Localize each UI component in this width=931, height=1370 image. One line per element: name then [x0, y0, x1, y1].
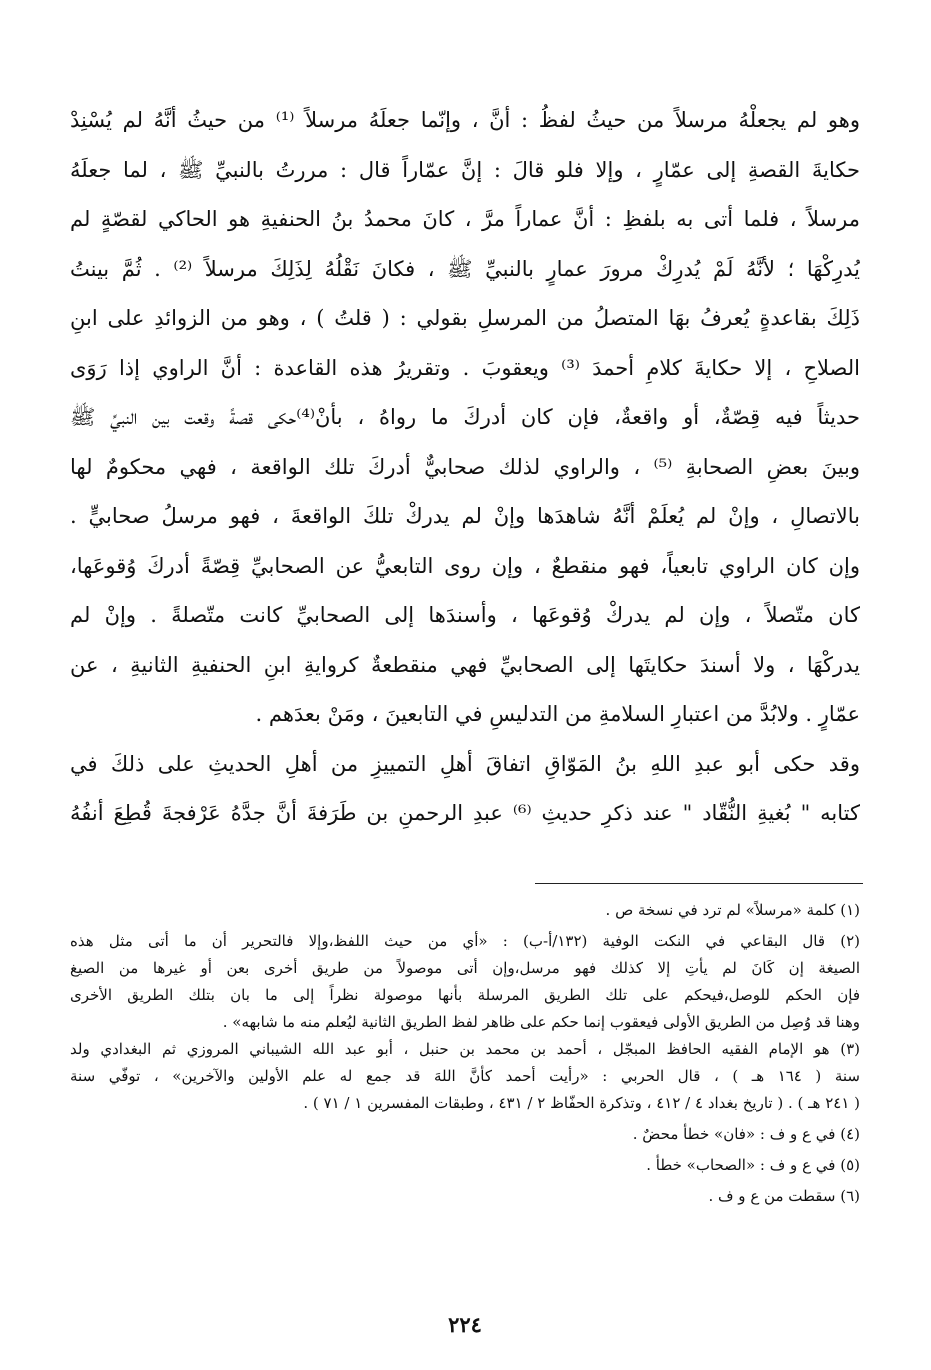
- text-line: حديثاً فيه قِصّةٌ، أو واقعةٌ، فإن كان أدركَ ما رواهُ ، بأنْ⁽⁴⁾حكى قصةً وقعت بين النبيِّ ﷺ: [70, 405, 860, 429]
- main-text: [70, 96, 860, 839]
- text-line: بالاتصالِ ، وإنْ لم يُعلَمْ أنَّهُ شاهدَها وإنْ لم يدركْ تلكَ الواقعةَ ، فهو مرسلُ صحابيٍّ .: [70, 504, 860, 528]
- text-line: عمّارٍ . ولابُدَّ من اعتبارِ السلامةِ من التدليسِ في التابعينَ ، ومَنْ بعدَهم .: [255, 702, 860, 726]
- footnote-line: ( ٢٤١ هـ ) . ( تاريخ بغداد ٤ / ٤١٢ ، وتذكرة الحفّاظ ٢ / ٤٣١ ، وطبقات المفسرين ١ / ٧١ ) .: [303, 1094, 860, 1112]
- text-line: الصلاحِ ، إلا حكايةَ كلامِ أحمدَ ⁽³⁾ ويعقوبَ . وتقريرُ هذه القاعدة : أنَّ الراوي إذا رَوَى: [70, 355, 860, 380]
- text-line: كتابه " بُغيةِ النُّقّاد " عند ذكرِ حديثِ ⁽⁶⁾ عبدِ الرحمنِ بن طَرَفةَ أنَّ جدَّهُ عَرْفجةَ قُطِعَ أنفُهُ: [70, 801, 860, 825]
- footnote-line: (٣) هو الإمام الفقيه الحافظ المبجّل ، أحمد بن محمد بن حنبل ، أبو عبد الله الشيباني المروزي ثم البغدادي ولد: [70, 1040, 860, 1058]
- text-line: وهو لم يجعلْهُ مرسلاً من حيثُ لفظُ : أنَّ ، وإنّما جعلَهُ مرسلاً ⁽¹⁾ من حيثُ أنَّهُ لم يُسْنِدْ: [70, 108, 860, 132]
- page-number: ٢٢٤: [448, 1312, 482, 1337]
- text-line: وبينَ بعضِ الصحابةِ ⁽⁵⁾ ، والراوي لذلك صحابيٌّ أدركَ تلك الواقعة ، فهي محكومٌ لها: [70, 454, 860, 479]
- text-line: وإن كان الراوي تابعياً، فهو منقطعٌ ، وإن روى التابعيُّ عن الصحابيِّ قِصّةً أدركَ وُقوعَها،: [70, 553, 860, 578]
- footnote-line: سنة ( ١٦٤ هـ ) ، قال الحربي : «رأيت أحمد كأنَّ اللهَ قد جمع له علم الأولين والآخرين» ، توفّي سنة: [70, 1067, 860, 1085]
- text-line: وقد حكى أبو عبدِ اللهِ بنُ المَوّاقِ اتفاقَ أهلِ التمييزِ من أهلِ الحديثِ على ذلكَ في: [70, 751, 860, 776]
- footnote-line: (٥) في ع و ف : «الصحاب» خطأ .: [646, 1156, 860, 1174]
- footnote-line: (١) كلمة «مرسلاً» لم ترد في نسخة ص .: [605, 901, 860, 919]
- text-line: يُدرِكْهَا ؛ لأنَّهُ لَمْ يُدرِكْ مرورَ عمارٍ بالنبيِّ ﷺ ، فكانَ نَقْلُهُ لِذَلِكَ مرسلاً ⁽²⁾ . ثُمَّ بينتُ: [70, 256, 860, 281]
- text-line: يدركْهَا ، ولا أسندَ حكايتَها إلى الصحابيِّ فهي منقطعةٌ كروايةِ ابنِ الحنفيةِ الثانيةِ ، عن: [70, 652, 860, 677]
- footnote-line: (٤) في ع و ف : «فان» خطأ محضٌ .: [632, 1125, 860, 1143]
- footnote-line: (٦) سقطت من ع و ف .: [708, 1187, 860, 1205]
- footnote-line: الصيغة إن كَانَ لم يأتِ إلا كذلك فهو مرسل،وإن أتى موصولاً من طريق أخرى بعن أو غيرها من الصيغ: [70, 959, 860, 977]
- text-line: كان متّصلاً ، وإن لم يدركْ وُقوعَها ، وأسندَها إلى الصحابيِّ كانت متّصلةً . وإنْ لم: [70, 603, 860, 627]
- footnote-line: فإن الحكم للوصل،فيحكم على تلك الطريق المرسلة بأنها موصولة نظراً إلى ما بان بتلك الطريق الأخرى: [70, 986, 860, 1004]
- footnote-separator: [535, 883, 863, 884]
- footnote-line: (٢) قال البقاعي في النكت الوفية (١٣٢/أ-ب) : «أي من حيث اللفظ،وإلا فالتحرير أن ما أتى مثل هذه: [70, 932, 860, 950]
- footnotes: [70, 897, 860, 1210]
- text-line: حكايةَ القصةِ إلى عمّارٍ ، وإلا فلو قالَ : إنَّ عمّاراً قال : مررتُ بالنبيِّ ﷺ ، لما جعلَهُ: [70, 157, 860, 182]
- text-line: مرسلاً ، فلما أتى به بلفظِ : أنَّ عماراً مرَّ ، كانَ محمدُ بنُ الحنفيةِ هو الحاكي لقصّةٍ لم: [70, 207, 860, 231]
- footnote-line: وهنا قد وُصِل من الطريق الأولى فيعقوب إنما حكم على ظاهر لفظ الطريق الثانية ليُعلم منه ما شابهه» .: [222, 1013, 860, 1031]
- text-line: ذَلِكَ بقاعدةٍ يُعرفُ بهَا المتصلُ من المرسلِ بقولي : ( قلتُ ) ، وهو من الزوائدِ على ابنِ: [70, 306, 860, 330]
